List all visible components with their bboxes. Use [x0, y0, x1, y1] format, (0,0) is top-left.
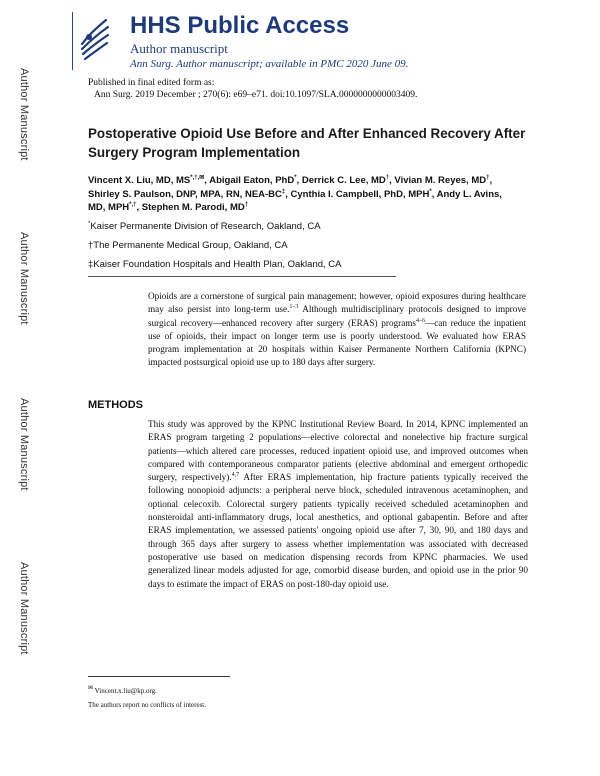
- author-affil-mark: ‡: [281, 188, 286, 195]
- abstract-paragraph: [148, 290, 526, 370]
- author-affil-mark: *: [429, 188, 432, 195]
- author-name: Cynthia I. Campbell, PhD, MPH: [290, 188, 430, 200]
- abstract-text: Opioids are a cornerstone of surgical pain management; however, opioid exposures during healthcare may also persist into long-term use.: [148, 291, 526, 315]
- affiliation-2: [88, 240, 288, 251]
- abstract-text: —can reduce the inpatient use of opioids, their impact on longer term use is poorly understood. We evaluated how ERAS program implementation at 20 hospitals within Kaiser Permanente Northern California (KPNC) impacted postsurgical opioid use up to 180 days after surgery.: [148, 317, 526, 368]
- publication-info: [88, 77, 417, 101]
- correspondence-email: [88, 684, 206, 698]
- methods-text: After ERAS implementation, hip fracture patients typically received the following nonopioid adjuncts: a peripheral nerve block, scheduled intravenous acetaminophen, and optional celecoxib. Colorectal surgery patients typically received scheduled acetaminophen and nonsteroidal anti-inflammatory drugs, local anesthetics, and optional gabapentin. Before and after ERAS implementation, we assessed patients' ongoing opioid use after 7, 30, 90, and 180 days and through 365 days after surgery to assess whether implementation was associated with decreased postoperative use based on medication dispensing records from KPNC pharmacies. We used generalized linear models adjusted for age, comorbid disease burden, and opioid use in the prior 90 days to estimate the impact of ERAS on post-180-day opioid use.: [148, 472, 528, 589]
- sidebar-label-4: Author Manuscript: [18, 562, 30, 655]
- citation-ref: 1–3: [289, 304, 299, 311]
- author-manuscript-label: Author manuscript: [130, 41, 228, 56]
- email-text: Vincent.x.liu@kp.org.: [94, 687, 157, 695]
- affiliation-text: The Permanente Medical Group, Oakland, CA: [93, 240, 288, 251]
- footnotes: [88, 684, 206, 712]
- sidebar-label-1: Author Manuscript: [18, 68, 30, 161]
- methods-paragraph: [148, 418, 528, 591]
- sidebar-label-2: Author Manuscript: [18, 232, 30, 325]
- author-name: Shirley S. Paulson, DNP, MPA, RN, NEA-BC: [88, 188, 282, 200]
- author-affil-mark: †: [385, 174, 390, 181]
- conflict-statement: The authors report no conflicts of interest.: [88, 701, 206, 709]
- email-icon: ✉: [88, 685, 94, 692]
- methods-heading: METHODS: [88, 399, 143, 411]
- methods-text: This study was approved by the KPNC Institutional Review Board. In 2014, KPNC implemented an ERAS program targeting 2 populations—elective colorectal and nonelective hip fracture surgical patients—which altered care processes, reduced inpatient opioid use, and improved outcomes when compared with contemporaneous comparator patients (elective abdominal and emergent orthopedic surgery, respectively).: [148, 419, 528, 483]
- affiliation-mark: †: [88, 240, 94, 251]
- affiliation-divider: [88, 276, 396, 277]
- affiliation-1: [88, 221, 321, 232]
- author-name: Derrick C. Lee, MD: [301, 175, 386, 186]
- affiliation-mark: *: [88, 220, 91, 227]
- hhs-public-access-title: HHS Public Access: [130, 12, 350, 39]
- author-affil-mark: †: [486, 174, 490, 181]
- citation-ref: 4–6: [416, 317, 425, 324]
- author-name: Andy L. Avins, MD, MPH: [88, 188, 502, 213]
- author-affil-mark: *: [294, 174, 297, 181]
- author-list: Vincent X. Liu, MD, MS*,†,✉, Abigail Eaton, PhD*, Derrick C. Lee, MD†, Vivian M. Reyes, MD†, Shirley S. Paulson, DNP, MPA, RN, NEA-BC‡, Cynthia I. Campbell, PhD, MPH*, Andy L. Avins, MD, MPH*,†, Stephen M. Parodi, MD†: [88, 174, 502, 213]
- author-name: Stephen M. Parodi, MD: [141, 202, 245, 213]
- citation-line: Ann Surg. 2019 December ; 270(6): e69–e71. doi:10.1097/SLA.0000000000003409.: [94, 90, 418, 100]
- author-name: Vincent X. Liu, MD, MS: [88, 175, 191, 186]
- abstract-text: Although multidisciplinary protocols designed to improve surgical recovery—enhanced recovery after surgery (ERAS) programs: [148, 304, 527, 328]
- author-name: Vivian M. Reyes, MD: [394, 175, 487, 186]
- published-label: Published in final edited form as:: [88, 78, 215, 88]
- journal-availability-line: Ann Surg. Author manuscript; available in PMC 2020 June 09.: [130, 58, 409, 70]
- affiliation-3: [88, 259, 342, 270]
- header-divider: [72, 12, 73, 70]
- sidebar-label-3: Author Manuscript: [18, 398, 30, 491]
- affiliation-text: Kaiser Foundation Hospitals and Health Plan, Oakland, CA: [93, 259, 342, 270]
- author-affil-mark: *,†,✉: [190, 174, 205, 181]
- paper-title: Postoperative Opioid Use Before and After Enhanced Recovery After Surgery Program Implementation: [88, 126, 526, 160]
- author-affil-mark: †: [244, 201, 249, 208]
- author-name: Abigail Eaton, PhD: [209, 175, 295, 186]
- affiliation-mark: ‡: [88, 259, 94, 270]
- hhs-eagle-logo-icon: [76, 14, 112, 64]
- affiliation-text: Kaiser Permanente Division of Research, Oakland, CA: [90, 221, 321, 232]
- footnote-divider: [88, 676, 230, 677]
- author-affil-mark: *,†: [129, 201, 137, 208]
- citation-ref: 4,7: [231, 472, 240, 479]
